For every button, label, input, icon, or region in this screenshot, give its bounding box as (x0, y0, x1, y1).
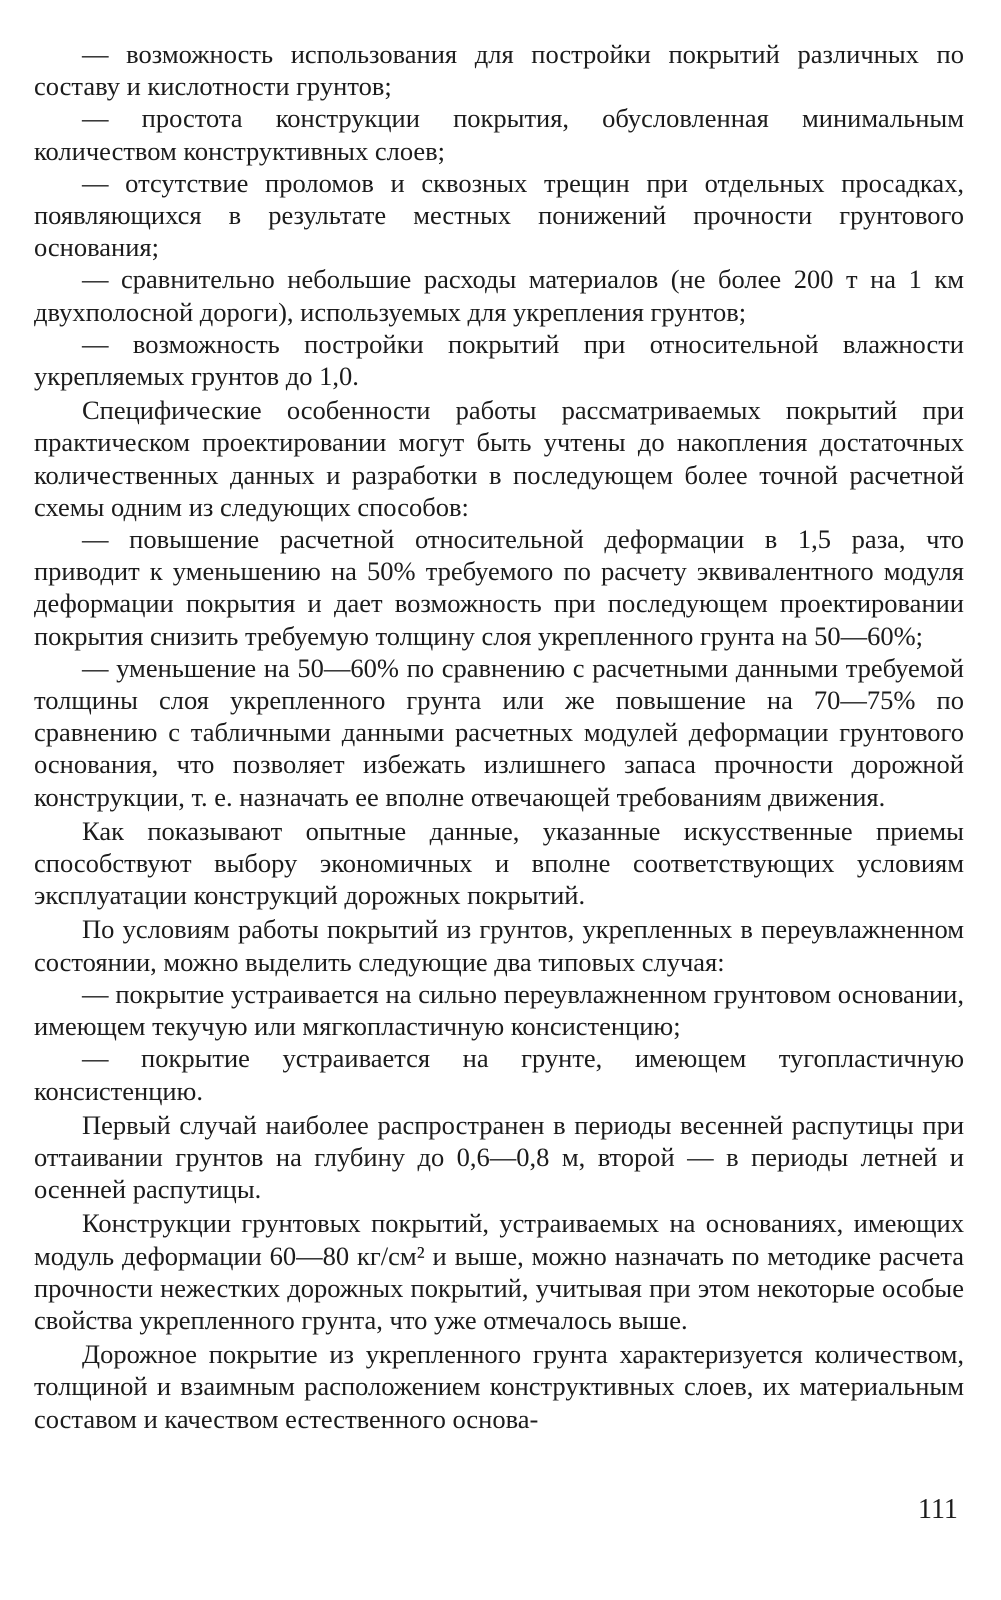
paragraph-6: Специфические особенности работы рассматриваемых покрытий при практическом проектировании могут быть учтены до накопления достаточных количественных данных и разработки в последующем более точной расчетной схемы одним из следующих способов: (34, 395, 964, 522)
paragraph-15: Дорожное покрытие из укрепленного грунта характеризуется количеством, толщиной и взаимным расположением конструктивных слоев, их материальным составом и качеством естественного основа- (34, 1339, 964, 1434)
paragraph-2: — простота конструкции покрытия, обусловленная минимальным количеством конструктивных слоев; (34, 103, 964, 166)
paragraph-10: По условиям работы покрытий из грунтов, укрепленных в переувлажненном состоянии, можно выделить следующие два типовых случая: (34, 914, 964, 977)
paragraph-12: — покрытие устраивается на грунте, имеющем тугопластичную консистенцию. (34, 1043, 964, 1106)
paragraph-9: Как показывают опытные данные, указанные искусственные приемы способствуют выбору экономичных и вполне соответствующих условиям эксплуатации конструкций дорожных покрытий. (34, 815, 964, 911)
paragraph-11: — покрытие устраивается на сильно переувлажненном грунтовом основании, имеющем текучую или мягкопластичную консистенцию; (34, 978, 964, 1042)
page-body (34, 38, 964, 1435)
page-number: 111 (918, 1494, 958, 1525)
paragraph-14: Конструкции грунтовых покрытий, устраиваемых на основаниях, имеющих модуль деформации 60—80 кг/см² и выше, можно назначать по методике расчета прочности нежестких дорожных покрытий, учитывая при этом некоторые особые свойства укрепленного грунта, что уже отмечалось выше. (34, 1208, 964, 1335)
paragraph-3: — отсутствие проломов и сквозных трещин при отдельных просадках, появляющихся в результате местных понижений прочности грунтового основания; (34, 167, 964, 263)
paragraph-4: — сравнительно небольшие расходы материалов (не более 200 т на 1 км двухполосной дороги), используемых для укрепления грунтов; (34, 264, 964, 327)
paragraph-8: — уменьшение на 50—60% по сравнению с расчетными данными требуемой толщины слоя укрепленного грунта или же повышение на 70—75% по сравнению с табличными данными расчетных модулей деформации грунтового основания, что позволяет избежать излишнего запаса прочности дорожной конструкции, т. е. назначать ее вполне отвечающей требованиям движения. (34, 652, 964, 812)
paragraph-1: — возможность использования для постройки покрытий различных по составу и кислотности грунтов; (34, 39, 964, 102)
paragraph-13: Первый случай наиболее распространен в периоды весенней распутицы при оттаивании грунтов на глубину до 0,6—0,8 м, второй — в периоды летней и осенней распутицы. (34, 1109, 964, 1205)
paragraph-5: — возможность постройки покрытий при относительной влажности укрепляемых грунтов до 1,0. (34, 328, 964, 392)
paragraph-7: — повышение расчетной относительной деформации в 1,5 раза, что приводит к уменьшению на 50% требуемого по расчету эквивалентного модуля деформации покрытия и дает возможность при последующем проектировании покрытия снизить требуемую толщину слоя укрепленного грунта на 50—60%; (34, 524, 964, 651)
